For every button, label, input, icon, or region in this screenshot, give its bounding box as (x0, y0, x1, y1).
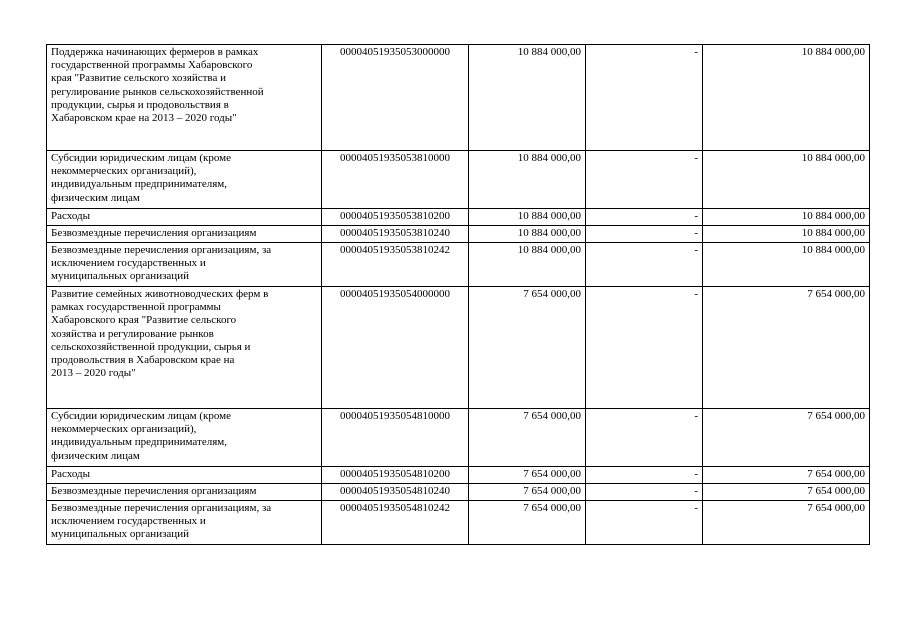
row-remaining: 7 654 000,00 (703, 501, 870, 545)
row-name: Поддержка начинающих фермеров в рамках государственной программы Хабаровского края "Развитие сельского хозяйства и регулирование рынков сельскохозяйственной продукции, сырья и продовольствия в Хабаровском крае на 2013 – 2020 годы" (47, 45, 322, 151)
row-code: 00004051935054810200 (322, 467, 469, 484)
row-planned: 10 884 000,00 (469, 243, 586, 287)
row-remaining: 7 654 000,00 (703, 484, 870, 501)
table-row (47, 467, 870, 484)
row-name: Развитие семейных животноводческих ферм в рамках государственной программы Хабаровского края "Развитие сельского хозяйства и регулирование рынков сельскохозяйственной продукции, сырья и продовольствия в Хабаровском крае на 2013 – 2020 годы" (47, 287, 322, 409)
table-row (47, 151, 870, 209)
row-name: Субсидии юридическим лицам (кроме некоммерческих организаций), индивидуальным предпринимателям, физическим лицам (47, 409, 322, 467)
row-code: 00004051935054810240 (322, 484, 469, 501)
table-row (47, 45, 870, 151)
row-remaining: 10 884 000,00 (703, 226, 870, 243)
row-remaining: 10 884 000,00 (703, 209, 870, 226)
row-planned: 7 654 000,00 (469, 501, 586, 545)
row-planned: 10 884 000,00 (469, 151, 586, 209)
row-executed: - (586, 484, 703, 501)
row-name: Субсидии юридическим лицам (кроме некоммерческих организаций), индивидуальным предпринимателям, физическим лицам (47, 151, 322, 209)
table-row (47, 501, 870, 545)
row-code: 00004051935054810000 (322, 409, 469, 467)
table-row (47, 484, 870, 501)
row-remaining: 7 654 000,00 (703, 467, 870, 484)
row-remaining: 7 654 000,00 (703, 287, 870, 409)
row-executed: - (586, 209, 703, 226)
row-executed: - (586, 45, 703, 151)
row-name: Расходы (47, 209, 322, 226)
row-planned: 10 884 000,00 (469, 209, 586, 226)
row-code: 00004051935053810200 (322, 209, 469, 226)
row-planned: 7 654 000,00 (469, 409, 586, 467)
row-code: 00004051935053000000 (322, 45, 469, 151)
table-row (47, 287, 870, 409)
row-name: Безвозмездные перечисления организациям, за исключением государственных и муниципальных организаций (47, 243, 322, 287)
row-remaining: 10 884 000,00 (703, 45, 870, 151)
budget-table (46, 44, 870, 545)
row-executed: - (586, 151, 703, 209)
row-name: Безвозмездные перечисления организациям (47, 484, 322, 501)
row-code: 00004051935053810240 (322, 226, 469, 243)
row-code: 00004051935054000000 (322, 287, 469, 409)
row-name: Безвозмездные перечисления организациям, за исключением государственных и муниципальных организаций (47, 501, 322, 545)
table-row (47, 226, 870, 243)
row-remaining: 10 884 000,00 (703, 151, 870, 209)
row-code: 00004051935053810000 (322, 151, 469, 209)
row-executed: - (586, 501, 703, 545)
row-name: Расходы (47, 467, 322, 484)
row-executed: - (586, 409, 703, 467)
row-executed: - (586, 287, 703, 409)
row-planned: 7 654 000,00 (469, 484, 586, 501)
row-planned: 7 654 000,00 (469, 287, 586, 409)
row-code: 00004051935054810242 (322, 501, 469, 545)
row-name: Безвозмездные перечисления организациям (47, 226, 322, 243)
row-code: 00004051935053810242 (322, 243, 469, 287)
table-row (47, 209, 870, 226)
table-row (47, 243, 870, 287)
row-remaining: 7 654 000,00 (703, 409, 870, 467)
row-executed: - (586, 467, 703, 484)
row-planned: 10 884 000,00 (469, 45, 586, 151)
row-planned: 10 884 000,00 (469, 226, 586, 243)
table-row (47, 409, 870, 467)
row-remaining: 10 884 000,00 (703, 243, 870, 287)
row-planned: 7 654 000,00 (469, 467, 586, 484)
row-executed: - (586, 226, 703, 243)
row-executed: - (586, 243, 703, 287)
